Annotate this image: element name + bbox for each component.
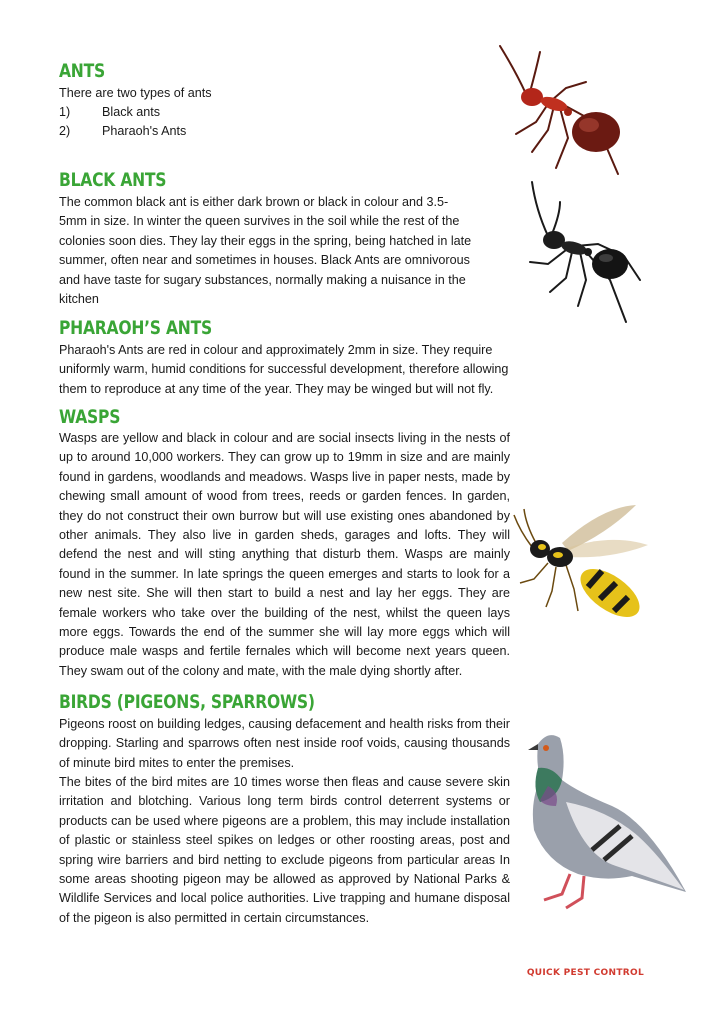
wasp-image	[512, 503, 652, 643]
ants-heading: ANTS	[59, 60, 105, 82]
pharaohs-ants-paragraph: Pharaoh's Ants are red in colour and approximately 2mm in size. They require uniformly warm, humid conditions for successful development, therefore allowing them to reproduce at any time of the year. They may be winged but will not fly.	[59, 343, 509, 396]
pigeon-image	[508, 726, 693, 916]
ants-intro: There are two types of ants	[59, 86, 212, 100]
birds-heading: BIRDS (PIGEONS, SPARROWS)	[59, 691, 315, 713]
black-ants-paragraph: The common black ant is either dark brown or black in colour and 3.5-5mm in size. In winter the queen survives in the soil while the rest of the colonies soon dies. They lay their eggs in the spring, being hatched in late summer, often near and sometimes in houses. Black Ants are omnivorous and have taste for sugary substances, normally making a nuisance in the kitchen	[59, 195, 472, 307]
black-ants-heading: BLACK ANTS	[59, 169, 167, 191]
ant-types-list	[59, 103, 186, 142]
wasps-heading: WASPS	[59, 406, 121, 428]
red-ant-image	[496, 42, 636, 177]
list-item: 1) Black ants	[59, 105, 161, 119]
birds-paragraph-2: The bites of the bird mites are 10 times worse then fleas and cause severe skin irritation and blotching. Various long term birds control deterrent systems or products can be used where pigeons are a problem, this may include installation of plastic or stainless steel spikes on ledges or other roosting areas, post and spring wire barriers and bird netting to exclude pigeons from particular areas In some areas shooting pigeon may be allowed as approved by National Parks & Wildlife Services and local police authorities. Live trapping and humane disposal of the pigeon is also permitted in certain circumstances.	[59, 775, 510, 925]
pharaohs-ants-heading: PHARAOH’S ANTS	[59, 317, 212, 339]
birds-paragraph-1: Pigeons roost on building ledges, causing defacement and health risks from their dropping. Starling and sparrows often nest inside roof voids, causing thousands of minute bird mites to enter the premises.	[59, 717, 510, 770]
black-ant-image	[526, 180, 646, 325]
list-item: 2) Pharaoh's Ants	[59, 124, 187, 139]
footer-brand: QUICK PEST CONTROL	[526, 968, 644, 978]
wasps-paragraph: Wasps are yellow and black in colour and are social insects living in the nests of up to around 10,000 workers. They can grow up to 19mm in size and are mainly found in gardens, woodlands and meadows. Wasps live in paper nests, made by chewing small amount of wood from trees, reeds or garden fences. In garden, they do not construct their own burrow but will use existing ones abandoned by other animals. They also live in garden sheds, garages and lofts. They will defend the nest and will sting anything that disturb them. Wasps are mainly found in the summer. In late springs the queen emerges and starts to look for a new nest site. She will then start to build a nest and lay her eggs. They are female workers who take over the building of the nest, whilst the queen lays more eggs. Towards the end of the summer she will lay more eggs which will produce male wasps and fertile fernales which will become next years queen. They swam out of the colony and mate, with the male dying shortly after.	[59, 431, 510, 678]
